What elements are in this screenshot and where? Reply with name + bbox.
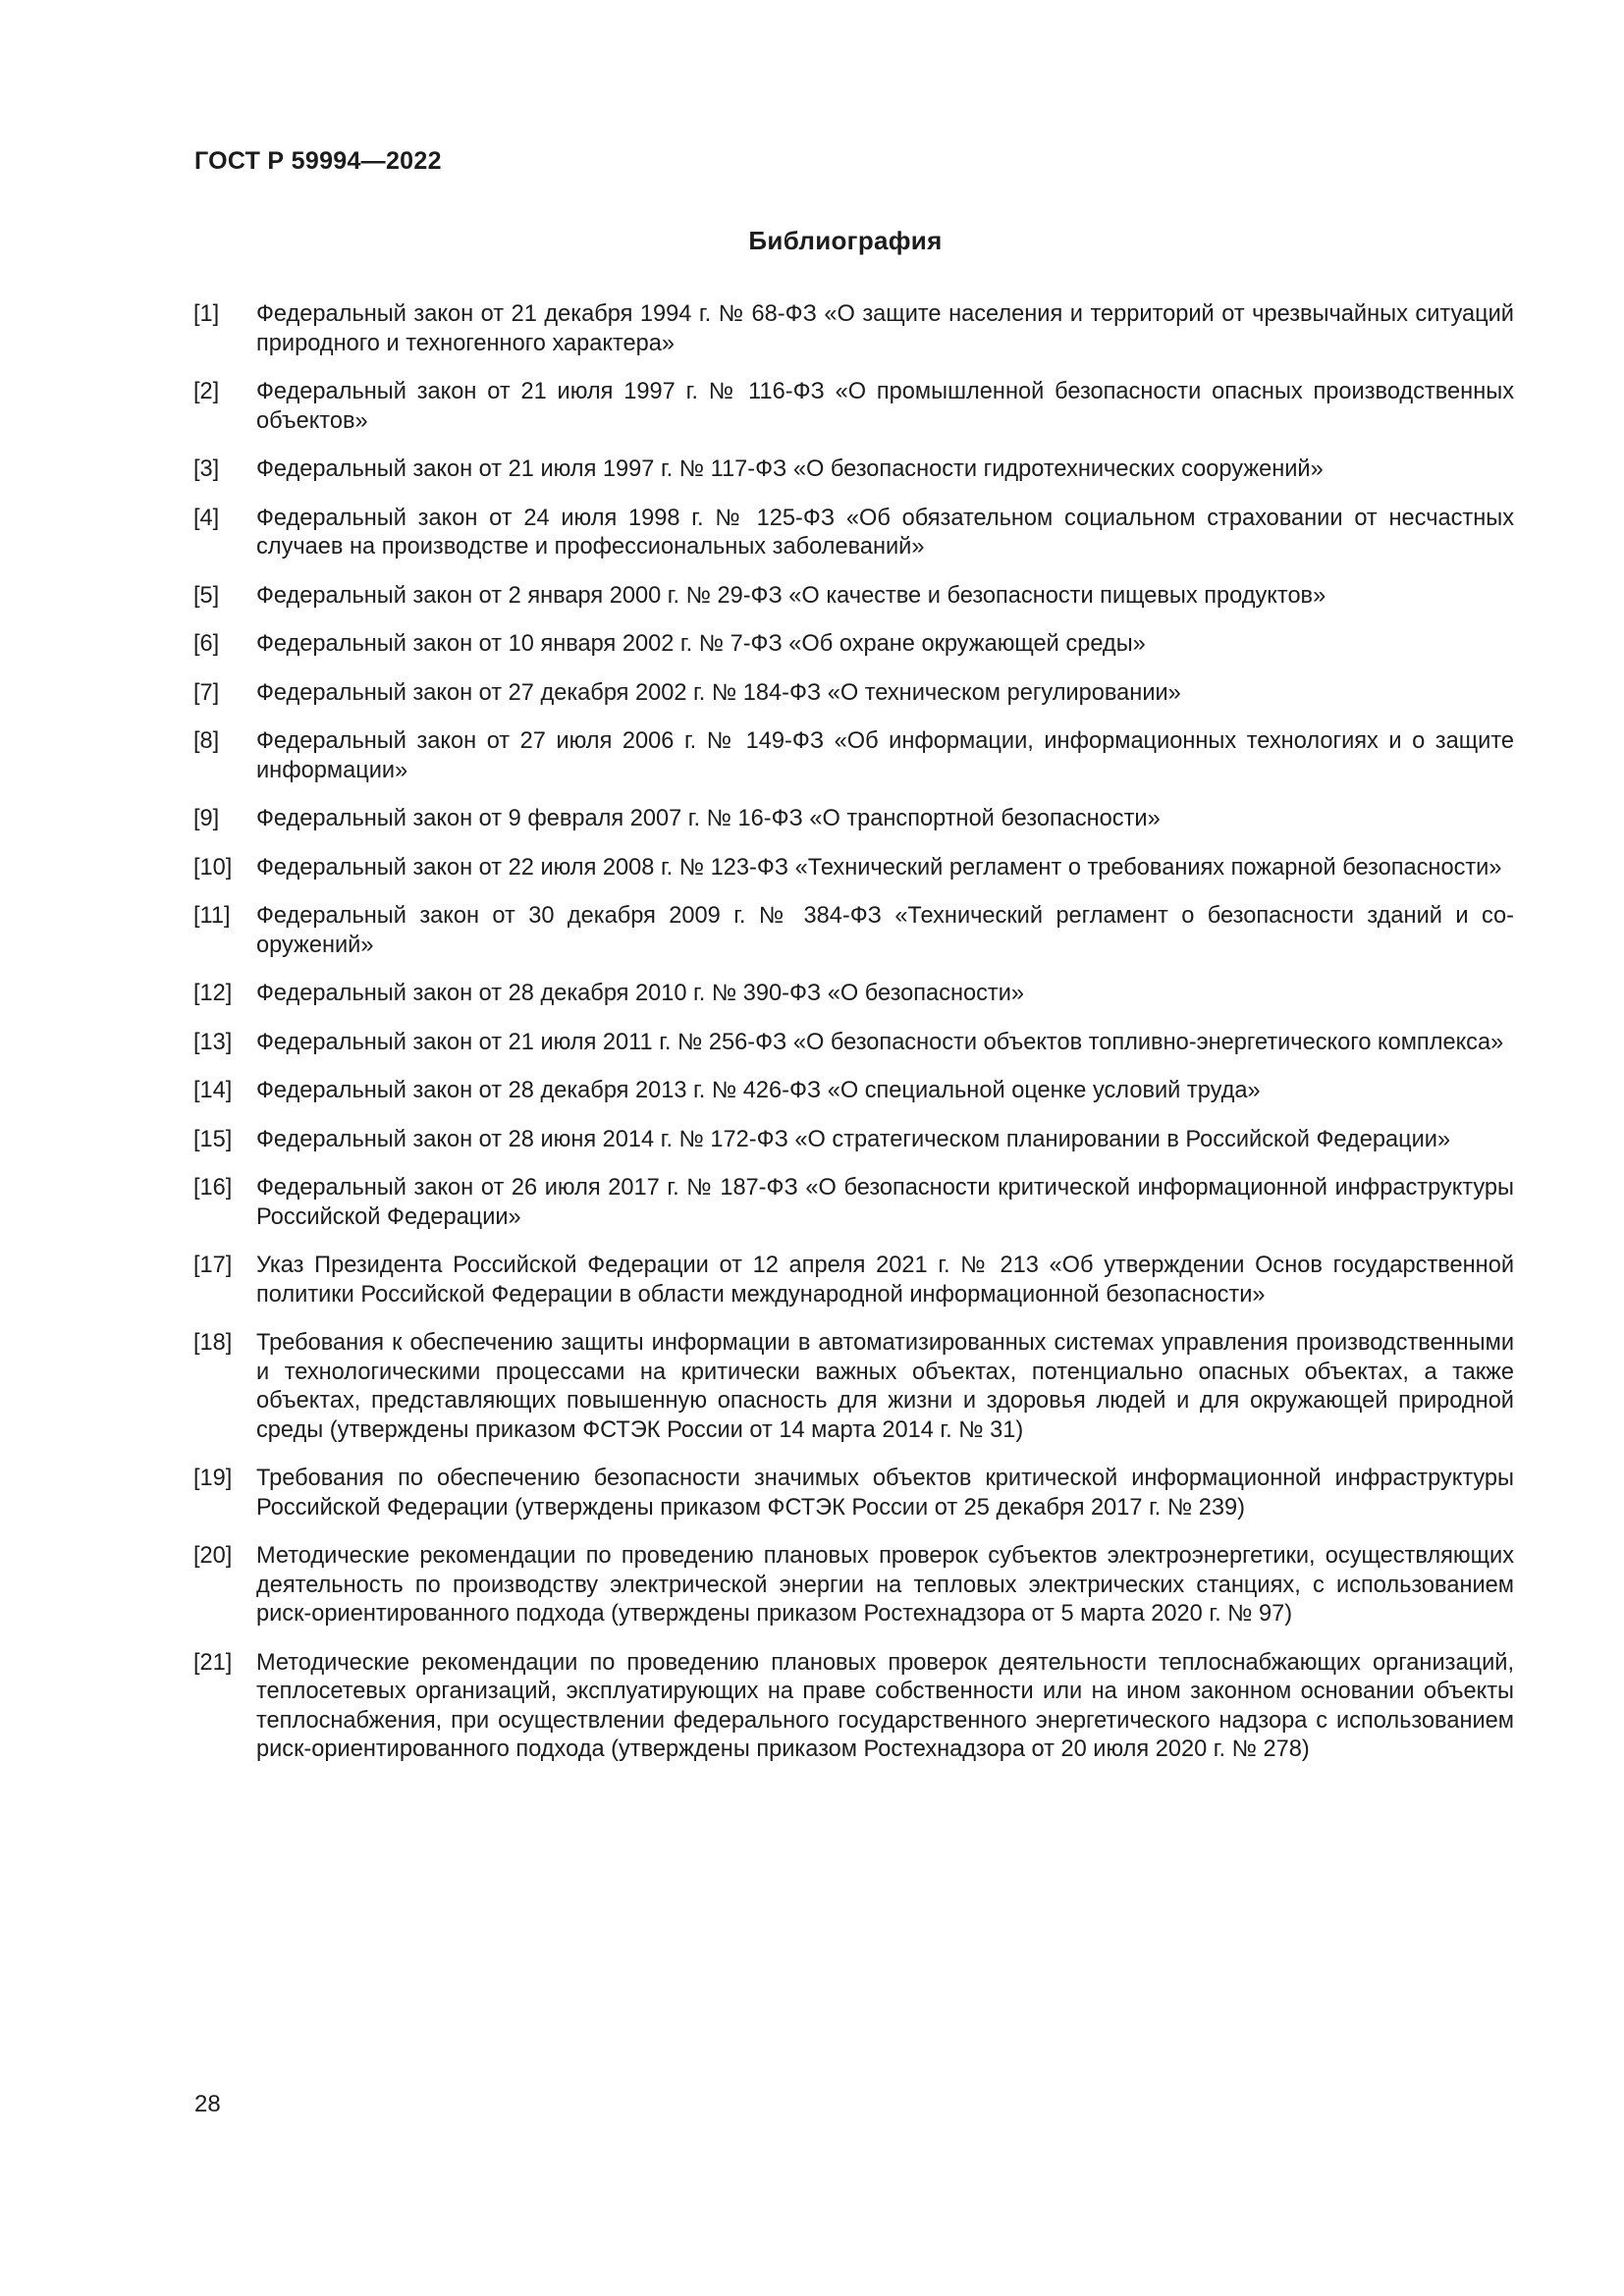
bibliography-item — [193, 1542, 1514, 1629]
bibliography-item-number: [17] — [193, 1253, 233, 1278]
bibliography-item — [193, 300, 1514, 358]
bibliography-item-text: Требования к обеспечению защиты информации в автоматизированных системах управления производственными и технологическими процессами на критически важных объектах, потенциально опасных объектах, а также объектах, представляющих повышенную опасность для жизни и здоровья людей и для окружающей природной среды (утверждены приказом ФСТЭК России от 14 марта 2014 г. № 31) — [256, 1330, 1514, 1443]
bibliography-item-number: [4] — [193, 505, 220, 531]
bibliography-item — [193, 1126, 1514, 1155]
bibliography-item-number: [21] — [193, 1649, 233, 1676]
bibliography-item-text: Федеральный закон от 28 июня 2014 г. № 172-ФЗ «О стратегическом планировании в Российской Федерации» — [256, 1126, 1451, 1152]
bibliography-item-text: Указ Президента Российской Федерации от 12 апреля 2021 г. № 213 «Об утверждении Основ государственной политики Российской Федерации в области международной информационной безопасности» — [256, 1253, 1514, 1308]
bibliography-item-text: Федеральный закон от 28 декабря 2010 г. № 390-ФЗ «О безопасности» — [256, 981, 1025, 1006]
bibliography-item — [193, 378, 1514, 436]
bibliography-item — [193, 727, 1514, 785]
bibliography-item — [193, 902, 1514, 960]
bibliography-item — [193, 455, 1514, 485]
bibliography-item-text: Федеральный закон от 21 июля 1997 г. № 117-ФЗ «О безопасности гидротехнических сооружений» — [256, 456, 1324, 482]
bibliography-item-number: [15] — [193, 1126, 233, 1152]
bibliography-item-number: [12] — [193, 981, 233, 1006]
bibliography-item-number: [16] — [193, 1175, 233, 1201]
bibliography-item — [193, 1077, 1514, 1106]
bibliography-item-text: Федеральный закон от 28 декабря 2013 г. № 426-ФЗ «О специальной оценке условий труда» — [256, 1078, 1261, 1103]
bibliography-item-text: Федеральный закон от 21 июля 1997 г. № 116-ФЗ «О промышленной безопасности опасных производственных объектов» — [256, 379, 1514, 434]
bibliography-item-text: Требования по обеспечению безопасности значимых объектов критической информационной инфраструктуры Российской Федерации (утверждены приказом ФСТЭК России от 25 декабря 2017 г. № 239) — [256, 1466, 1514, 1521]
bibliography-item-text: Федеральный закон от 21 июля 2011 г. № 256-ФЗ «О безопасности объектов топливно-энергетического комплекса» — [256, 1029, 1504, 1055]
bibliography-item-number: [2] — [193, 379, 220, 404]
bibliography-item-number: [18] — [193, 1330, 233, 1356]
bibliography-item-text: Федеральный закон от 9 февраля 2007 г. № 16-ФЗ «О транспортной безопасности» — [256, 806, 1161, 831]
bibliography-item-text: Федеральный закон от 2 января 2000 г. № 29-ФЗ «О качестве и безопасности пищевых продуктов» — [256, 582, 1326, 609]
bibliography-item-number: [19] — [193, 1466, 233, 1491]
bibliography-item — [193, 980, 1514, 1009]
bibliography-item — [193, 630, 1514, 660]
bibliography-item-number: [8] — [193, 728, 220, 754]
bibliography-list — [193, 300, 1514, 1785]
bibliography-item-number: [3] — [193, 456, 220, 482]
section-title: Библиография — [748, 226, 943, 255]
bibliography-item-number: [11] — [193, 903, 231, 929]
bibliography-item — [193, 1465, 1514, 1522]
bibliography-item-text: Федеральный закон от 24 июля 1998 г. № 125-ФЗ «Об обязательном социальном страховании от несчастных случаев на производстве и профессиональных заболеваний» — [256, 505, 1514, 560]
bibliography-item — [193, 1174, 1514, 1232]
bibliography-item-number: [9] — [193, 806, 220, 831]
bibliography-item — [193, 1649, 1514, 1765]
page-number: 28 — [194, 2091, 221, 2117]
bibliography-item-text: Федеральный закон от 22 июля 2008 г. № 123-ФЗ «Технический регламент о требованиях пожарной безопасности» — [256, 854, 1502, 881]
bibliography-item-text: Методические рекомендации по проведению плановых проверок деятельности теплоснабжающих организаций, теплосетевых организаций, эксплуатирующих на праве собственности или на ином законном основании объекты теплоснабжения, при осуществлении федерального государственного энергетического надзора с использованием риск-ориентированного подхода (утверждены приказом Ростехнадзора от 20 июля 2020 г. № 278) — [256, 1649, 1514, 1762]
bibliography-item — [193, 1029, 1514, 1058]
bibliography-item-text: Федеральный закон от 10 января 2002 г. № 7-ФЗ «Об охране окружающей среды» — [256, 631, 1146, 657]
bibliography-item-text: Федеральный закон от 26 июля 2017 г. № 187-ФЗ «О безопасности критической информационной инфраструктуры Российской Федерации» — [256, 1175, 1514, 1230]
bibliography-item-text: Методические рекомендации по проведению плановых проверок субъектов электроэнергетики, осуществляющих деятельность по производству электрической энергии на тепловых электрических станциях, с использованием риск-ориентированного подхода (утверждены приказом Ростехнадзора от 5 марта 2020 г. № 97) — [256, 1543, 1514, 1627]
bibliography-item-text: Федеральный закон от 21 декабря 1994 г. № 68-ФЗ «О защите населения и территорий от чрезвычайных ситуаций природного и техногенного характера» — [256, 301, 1514, 356]
standard-code-header: ГОСТ Р 59994—2022 — [194, 147, 442, 175]
bibliography-item-number: [20] — [193, 1543, 233, 1569]
bibliography-item-text: Федеральный закон от 27 декабря 2002 г. № 184-ФЗ «О техническом регулировании» — [256, 679, 1181, 706]
bibliography-item-number: [1] — [193, 301, 220, 327]
bibliography-item-number: [5] — [193, 582, 220, 609]
bibliography-item-number: [13] — [193, 1029, 233, 1055]
bibliography-item-text: Федеральный закон от 27 июля 2006 г. № 149-ФЗ «Об информации, информационных технологиях и о защите информации» — [256, 728, 1514, 783]
bibliography-item-number: [10] — [193, 854, 233, 881]
bibliography-item — [193, 1252, 1514, 1309]
bibliography-item — [193, 505, 1514, 562]
bibliography-item-number: [6] — [193, 631, 220, 657]
bibliography-item-number: [14] — [193, 1078, 233, 1103]
bibliography-item — [193, 805, 1514, 834]
bibliography-item — [193, 1329, 1514, 1445]
bibliography-item — [193, 679, 1514, 709]
bibliography-item — [193, 582, 1514, 612]
bibliography-item-text: Федеральный закон от 30 декабря 2009 г. № 384-ФЗ «Технический регламент о безопасности зданий и сооружений» — [256, 903, 1514, 958]
bibliography-item — [193, 854, 1514, 883]
bibliography-item-number: [7] — [193, 679, 220, 706]
